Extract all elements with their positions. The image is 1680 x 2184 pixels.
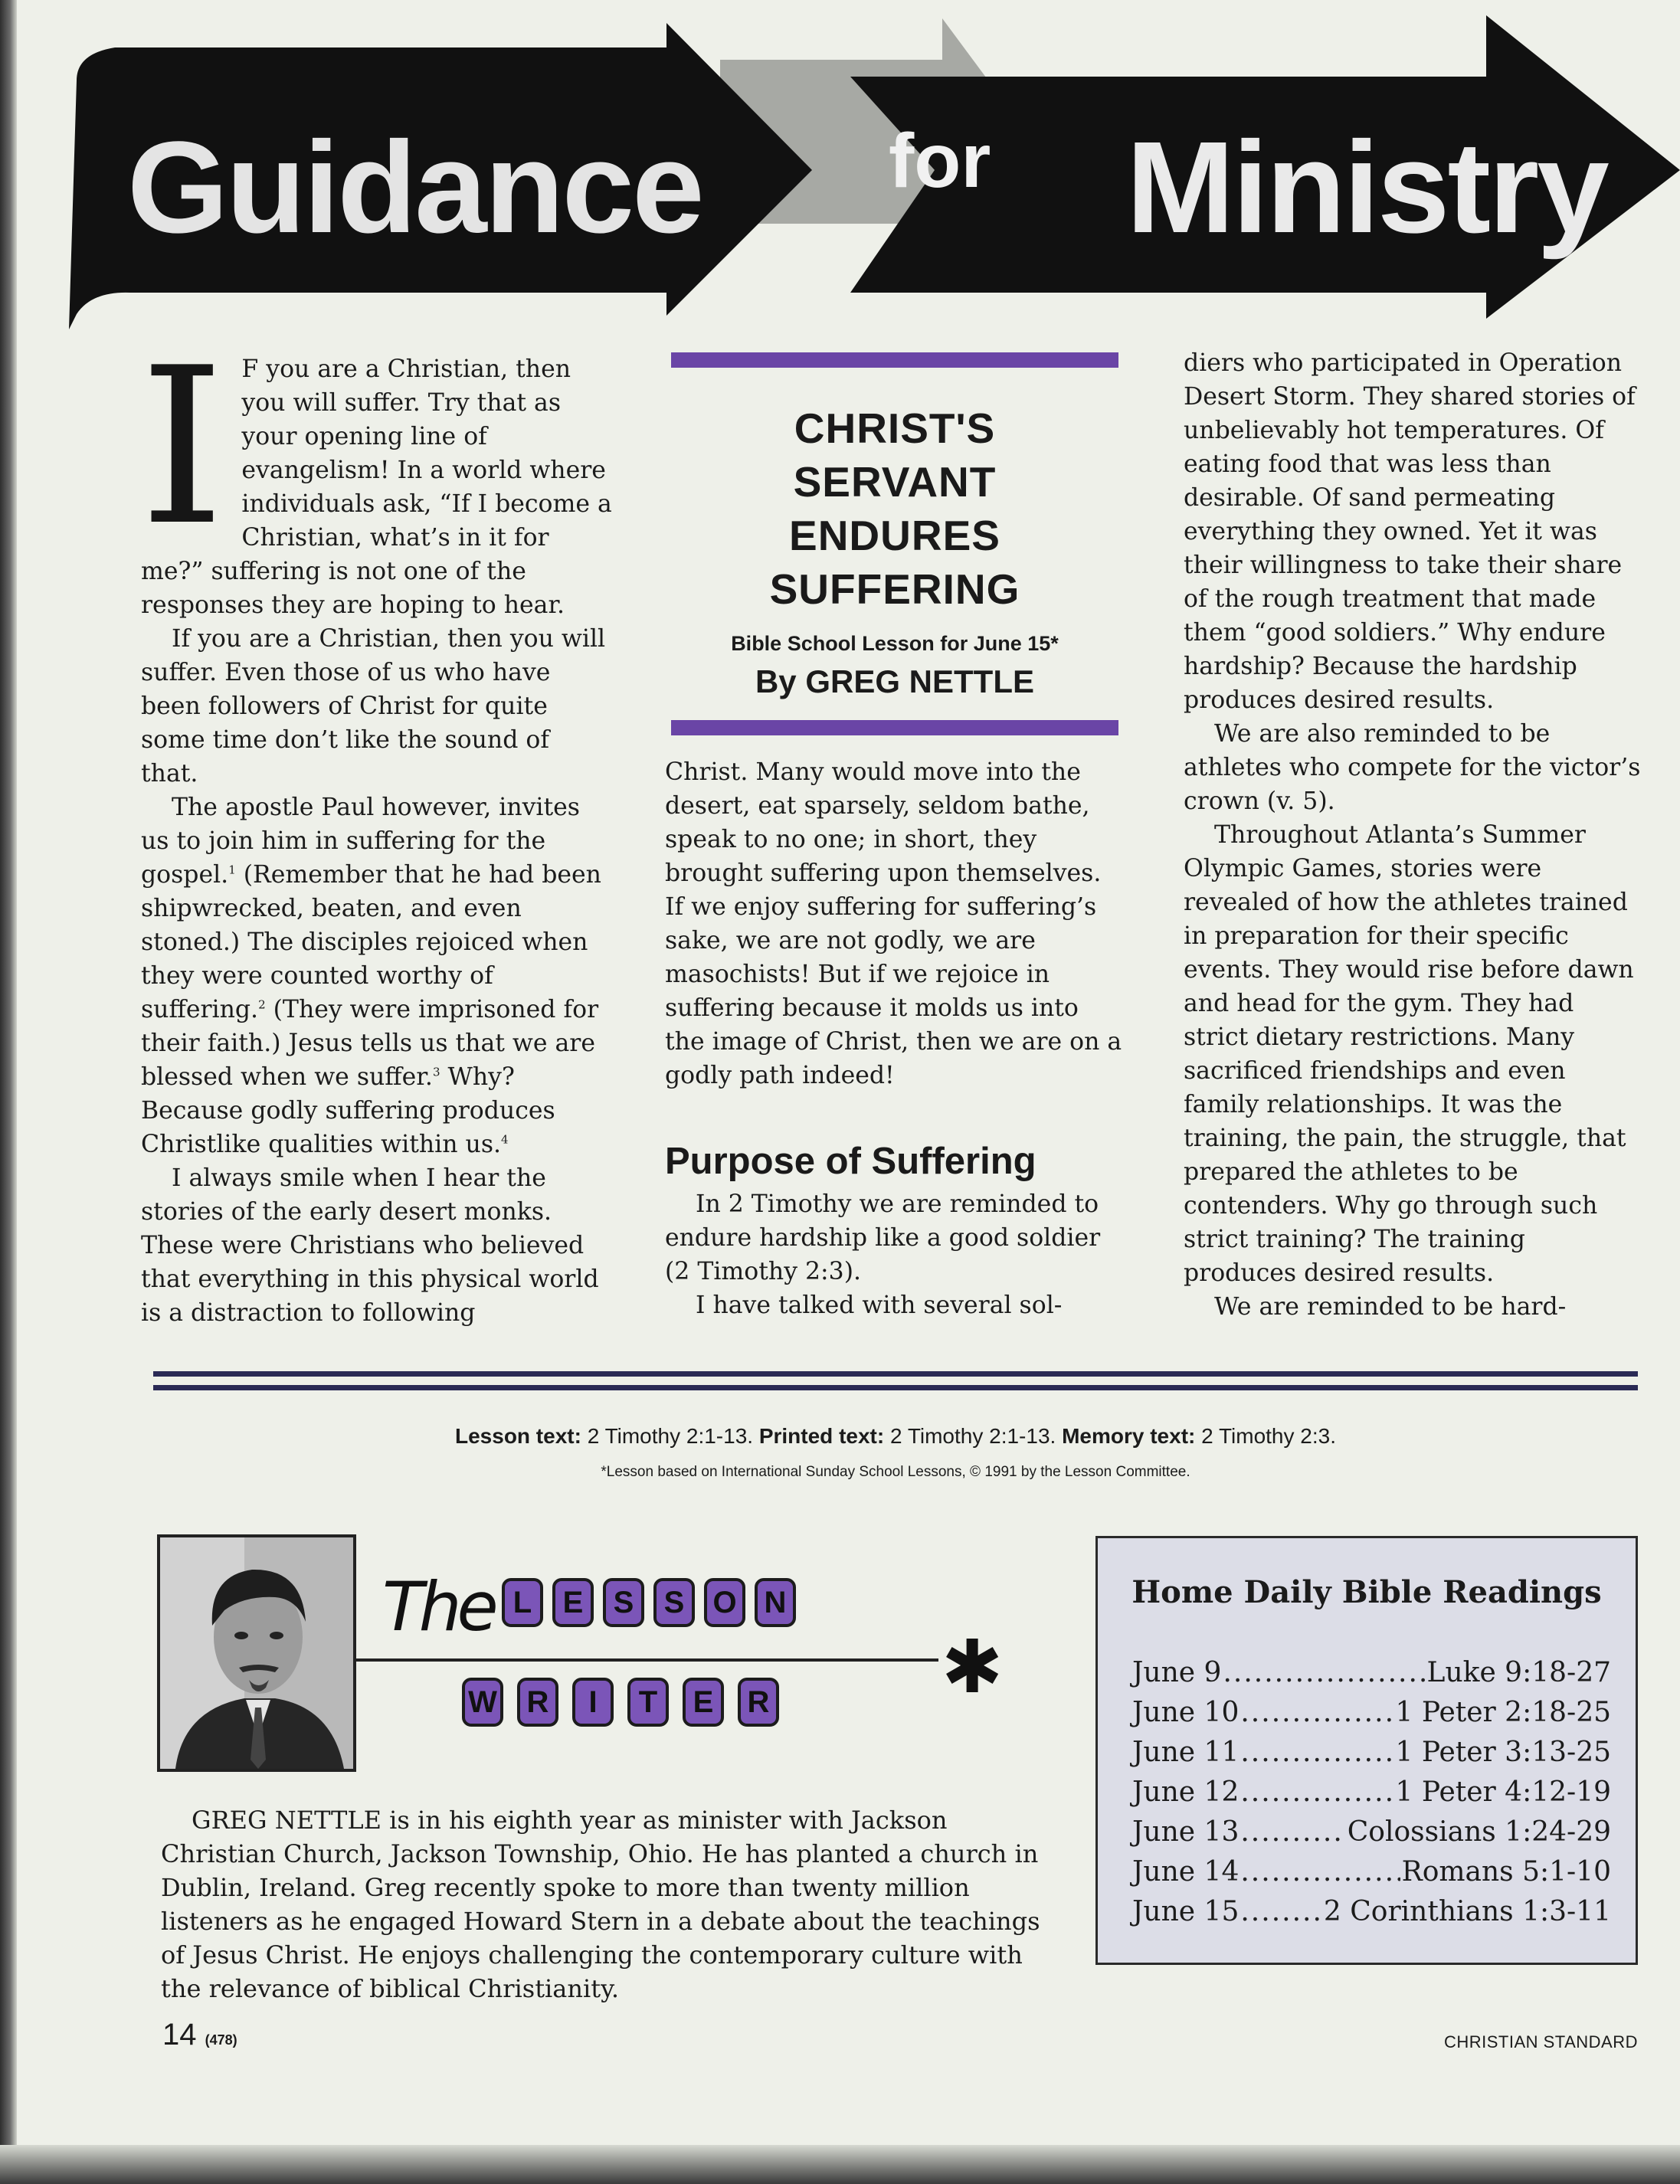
article-paragraph: We are reminded to be hard- xyxy=(1214,1293,1567,1321)
article-title xyxy=(665,401,1125,616)
article-paragraph xyxy=(139,321,612,622)
article-paragraph xyxy=(141,791,612,1161)
portrait-image xyxy=(160,1537,353,1769)
reading-item xyxy=(1132,1773,1611,1812)
page-number-paren: (478) xyxy=(205,2032,237,2048)
article-paragraph: diers who participated in Operation Desert Storm. They shared stories of unbelievably hot temperatures. Of eating food that was less than desirable. Of sand permeating everything they owned. Yet it was their willingness to take their share of the rough treatment that made them “good soldiers.” Why endure hardship? Because the hardship produces desired results. xyxy=(1184,349,1636,714)
reading-date: June 10 xyxy=(1132,1697,1240,1728)
reading-date: June 14 xyxy=(1132,1856,1240,1888)
reading-item xyxy=(1132,1852,1611,1892)
reading-item xyxy=(1132,1812,1611,1852)
reading-reference: 1 Peter 2:18-25 xyxy=(1395,1697,1611,1728)
title-line: SUFFERING xyxy=(769,565,1020,613)
page-number xyxy=(162,2016,237,2058)
letter-tile: O xyxy=(704,1578,745,1627)
reading-reference: Colossians 1:24-29 xyxy=(1347,1816,1611,1848)
page-edge-shadow xyxy=(0,0,17,2184)
publication-name: CHRISTIAN STANDARD xyxy=(1443,2032,1638,2051)
divider-rule xyxy=(153,1371,1638,1377)
leader-dots xyxy=(1240,1693,1393,1733)
lesson-text-label: Lesson text: xyxy=(455,1424,581,1448)
reading-item xyxy=(1132,1892,1611,1932)
article-column-1 xyxy=(139,321,612,1330)
reading-reference: 1 Peter 4:12-19 xyxy=(1395,1776,1611,1808)
paragraph-text: (They were imprisoned for their faith.) Jesus tells us that we are blessed when we suffer. xyxy=(141,996,599,1091)
letter-tile: R xyxy=(517,1678,558,1727)
leader-dots xyxy=(1240,1812,1345,1852)
reading-date: June 11 xyxy=(1132,1737,1240,1768)
section-heading: Purpose of Suffering xyxy=(665,1141,1036,1182)
article-title-box xyxy=(665,352,1125,735)
reading-date: June 12 xyxy=(1132,1776,1240,1808)
paragraph-text: F you are a Christian, then you will suffer. Try that as your opening line of evangelism! In a world where individuals ask, “If I become a Christian, what’s in it for me?” suffering is not one of the responses they are hoping to hear. xyxy=(141,355,612,619)
section-banner xyxy=(46,8,1680,337)
reading-date: June 15 xyxy=(1132,1896,1240,1927)
writer-bio: GREG NETTLE is in his eighth year as minister with Jackson Christian Church, Jackson Township, Ohio. He has planted a church in Dublin, Ireland. Greg recently spoke to more than twenty million listeners as he engaged Howard Stern in a debate about the teachings of Jesus Christ. He enjoys challenging the contemporary culture with the relevance of biblical Christianity. xyxy=(161,1806,1040,2003)
article-paragraph: We are also reminded to be athletes who compete for the victor’s crown (v. 5). xyxy=(1184,720,1641,815)
writer-photo xyxy=(157,1534,356,1772)
article-paragraph: I always smile when I hear the stories of the early desert monks. These were Christians who believed that everything in this physical world is a distraction to following xyxy=(141,1164,599,1327)
printed-text-label: Printed text: xyxy=(758,1424,885,1448)
letter-tile: S xyxy=(603,1578,644,1627)
letter-tile: W xyxy=(462,1678,503,1727)
article-byline: By GREG NETTLE xyxy=(755,663,1035,699)
readings-title: Home Daily Bible Readings xyxy=(1131,1574,1602,1610)
footnote-ref: 4 xyxy=(501,1132,509,1147)
reading-item xyxy=(1132,1733,1611,1773)
memory-text-value: 2 Timothy 2:3. xyxy=(1195,1424,1336,1448)
reading-date: June 13 xyxy=(1132,1816,1240,1848)
page-bottom-shadow xyxy=(0,2145,1680,2184)
article-column-3 xyxy=(1184,346,1643,1324)
article-paragraph: Christ. Many would move into the desert, eat sparsely, seldom bathe, speak to no one; in short, they brought suffering upon themselves. If we enjoy suffering for suffering’s sake, we are not godly, we are masochists! But if we rejoice in suffering because it molds us into the image of Christ, then we are on a godly path indeed! xyxy=(665,758,1122,1089)
reading-item xyxy=(1132,1693,1611,1733)
leader-dots xyxy=(1240,1733,1393,1773)
letter-tile: R xyxy=(738,1678,779,1727)
lesson-text-line xyxy=(153,1423,1638,1450)
paragraph-text: The apostle Paul however, invites us to join him in suffering for the gospel. xyxy=(141,794,580,889)
leader-dots xyxy=(1240,1773,1393,1812)
memory-text-label: Memory text: xyxy=(1062,1424,1196,1448)
lesson-footnote: *Lesson based on International Sunday School Lessons, © 1991 by the Lesson Committee. xyxy=(601,1464,1190,1480)
article-column-2 xyxy=(665,352,1125,1322)
readings-list xyxy=(1132,1653,1611,1932)
letter-tile: N xyxy=(755,1578,796,1627)
title-top-bar xyxy=(671,352,1118,368)
letter-tile: S xyxy=(653,1578,695,1627)
page-number-value: 14 xyxy=(162,2018,197,2051)
article-paragraph: I have talked with several sol- xyxy=(696,1292,1063,1319)
divider-rule xyxy=(153,1385,1638,1390)
article-paragraph: Throughout Atlanta’s Summer Olympic Games, stories were revealed of how the athletes trained in preparation for their specific events. They would rise before dawn and head for the gym. They had strict dietary restrictions. Many sacrificed friendships and even family relationships. It was the training, the pain, the struggle, that prepared the athletes to be contenders. Why go through such strict training? The training produces desired results. xyxy=(1184,821,1634,1287)
lesson-writer-logo xyxy=(356,1567,1015,1754)
footnote-ref: 3 xyxy=(432,1065,440,1079)
letter-tile: I xyxy=(572,1678,614,1727)
banner-word-guidance: Guidance xyxy=(127,115,702,260)
daily-readings-box xyxy=(1095,1536,1638,1965)
article-subtitle: Bible School Lesson for June 15* xyxy=(731,632,1059,655)
reading-reference: 2 Corinthians 1:3-11 xyxy=(1323,1896,1611,1927)
banner-word-for: for xyxy=(889,118,991,204)
reading-reference: 1 Peter 3:13-25 xyxy=(1395,1737,1611,1768)
lesson-text-value: 2 Timothy 2:1-13. xyxy=(581,1424,759,1448)
letter-tile: E xyxy=(683,1678,724,1727)
logo-the: The xyxy=(382,1567,494,1646)
paragraph-text: (Remember that he had been shipwrecked, beaten, and even stoned.) The disciples rejoiced when they were counted worthy of suffering. xyxy=(141,861,601,1023)
banner-word-ministry: Ministry xyxy=(1126,115,1607,260)
leader-dots xyxy=(1240,1852,1400,1892)
title-bottom-bar xyxy=(671,720,1118,735)
reading-reference: Romans 5:1-10 xyxy=(1401,1856,1611,1888)
reading-date: June 9 xyxy=(1132,1657,1222,1688)
logo-line xyxy=(356,1658,938,1662)
printed-text-value: 2 Timothy 2:1-13. xyxy=(884,1424,1063,1448)
drop-cap: I xyxy=(139,321,225,573)
leader-dots xyxy=(1223,1653,1425,1693)
title-line: CHRIST'S xyxy=(794,404,996,452)
leader-dots xyxy=(1240,1892,1322,1932)
asterisk-icon: ✱ xyxy=(942,1624,1004,1710)
letter-tile: T xyxy=(627,1678,669,1727)
footnote-ref: 2 xyxy=(258,997,266,1012)
footnote-ref: 1 xyxy=(228,863,236,877)
reading-item xyxy=(1132,1653,1611,1693)
article-paragraph: If you are a Christian, then you will suffer. Even those of us who have been followers of Christ for quite some time don’t like the sound of that. xyxy=(141,625,606,787)
reading-reference: Luke 9:18-27 xyxy=(1426,1657,1611,1688)
article-paragraph: In 2 Timothy we are reminded to endure hardship like a good soldier (2 Timothy 2:3). xyxy=(665,1190,1101,1285)
title-line: ENDURES xyxy=(789,512,1000,559)
title-line: SERVANT xyxy=(793,458,997,506)
letter-tile: E xyxy=(552,1578,594,1627)
paragraph-text: Why? Because godly suffering produces Christlike qualities within us. xyxy=(141,1063,555,1158)
letter-tile: L xyxy=(502,1578,543,1627)
